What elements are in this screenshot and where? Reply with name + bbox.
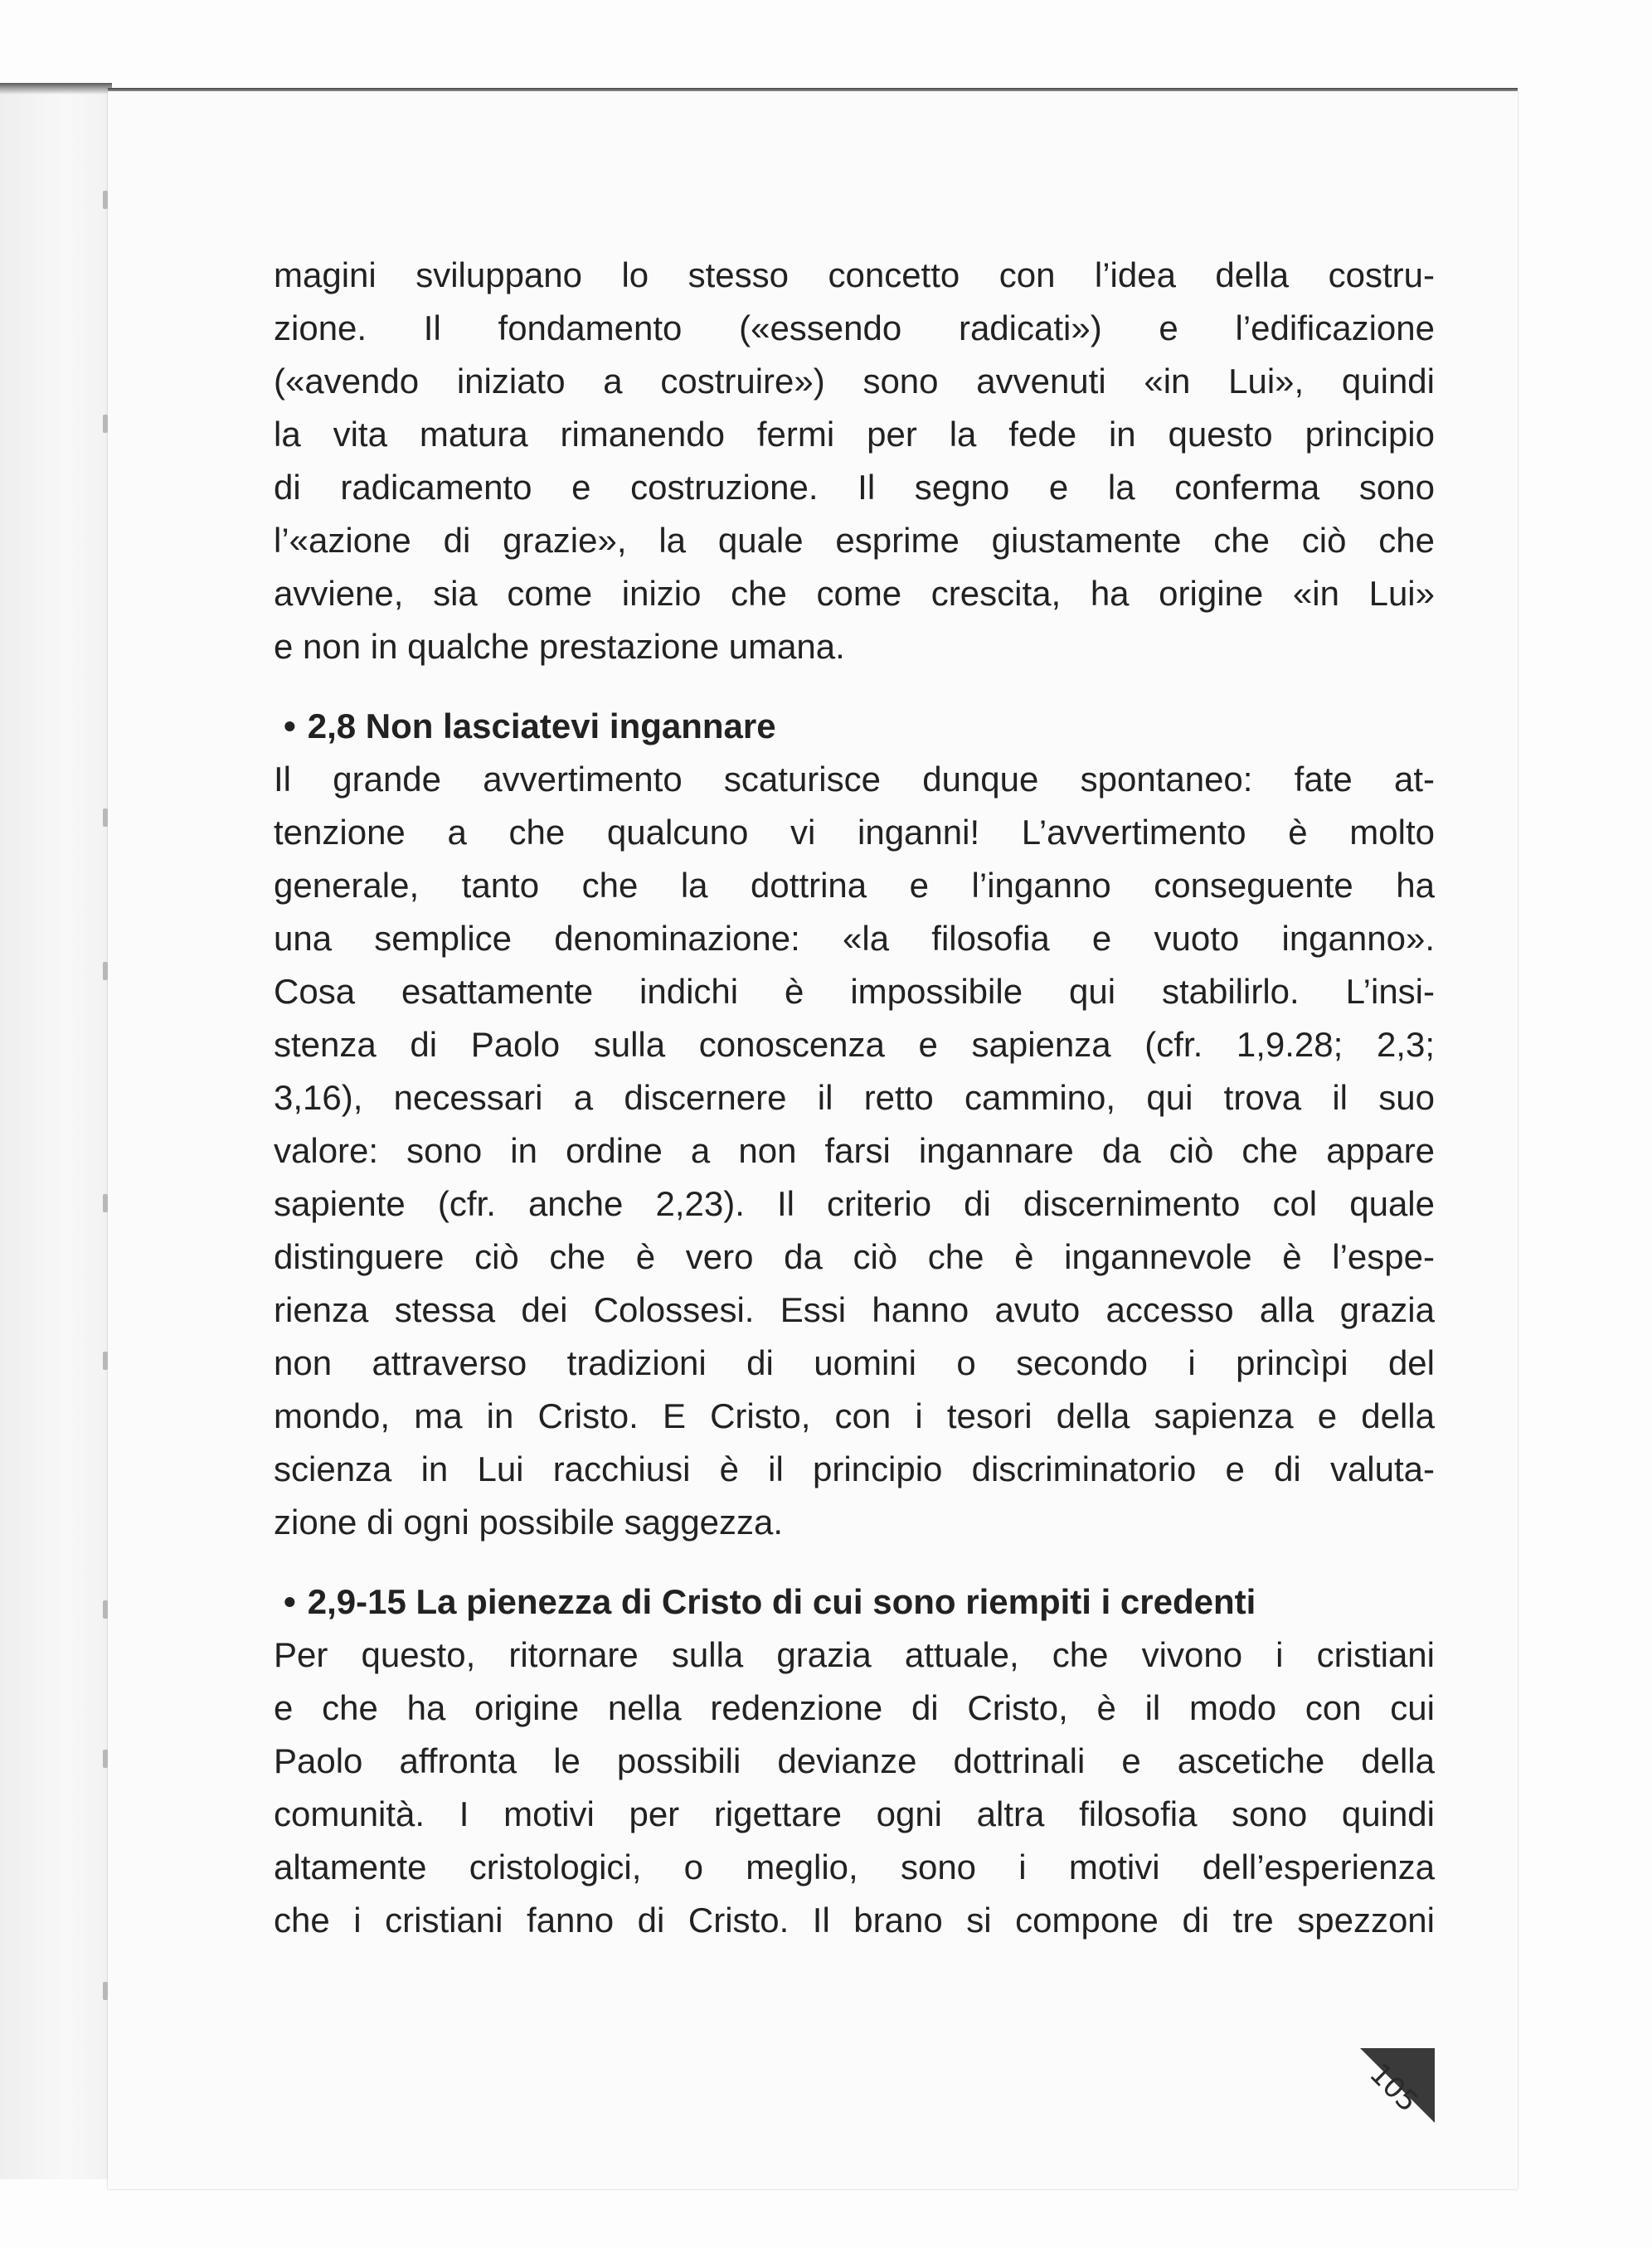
text-line: e che ha origine nella redenzione di Cristo, è il modo con cui — [274, 1688, 1435, 1727]
text-line: zione di ogni possibile saggezza. — [274, 1503, 784, 1542]
text-line: Per questo, ritornare sulla grazia attuale, che vivono i cristiani — [274, 1635, 1435, 1674]
text-line: mondo, ma in Cristo. E Cristo, con i tesori della sapienza e della — [274, 1396, 1435, 1435]
text-line: distinguere ciò che è vero da ciò che è ingannevole è l’espe- — [274, 1237, 1435, 1276]
text-line: l’«azione di grazie», la quale esprime giustamente che ciò che — [274, 521, 1435, 560]
page-number: 105 — [1363, 2056, 1425, 2119]
text-line: altamente cristologici, o meglio, sono i motivi dell’esperienza — [274, 1847, 1435, 1886]
text-line: una semplice denominazione: «la filosofia e vuoto inganno». — [274, 919, 1435, 958]
body-text — [274, 249, 1435, 1947]
text-line: e non in qualche prestazione umana. — [274, 627, 845, 666]
binding-stitch — [103, 1750, 108, 1768]
text-line: Cosa esattamente indichi è impossibile qui stabilirlo. L’insi- — [274, 972, 1435, 1011]
page-number-marker — [1360, 2048, 1435, 2123]
text-line: tenzione a che qualcuno vi inganni! L’avvertimento è molto — [274, 813, 1435, 852]
text-line: Paolo affronta le possibili devianze dottrinali e ascetiche della — [274, 1741, 1435, 1780]
left-page-edge — [0, 90, 109, 2179]
binding-stitch — [103, 1982, 108, 2000]
section-heading-text: 2,9-15 La pienezza di Cristo di cui sono riempiti i credenti — [307, 1582, 1256, 1621]
text-line: 3,16), necessari a discernere il retto cammino, qui trova il suo — [274, 1078, 1435, 1117]
binding-stitch — [103, 1194, 108, 1212]
binding-stitch — [103, 808, 108, 827]
binding-stitch — [103, 191, 108, 209]
left-page-shadow — [0, 83, 112, 95]
section-heading-text: 2,8 Non lasciatevi ingannare — [307, 706, 776, 745]
text-line: magini sviluppano lo stesso concetto con l’idea della costru- — [274, 255, 1435, 294]
binding-stitch — [103, 1352, 108, 1370]
section-heading — [274, 1576, 1435, 1629]
text-line: valore: sono in ordine a non farsi ingannare da ciò che appare — [274, 1131, 1435, 1170]
text-line: sapiente (cfr. anche 2,23). Il criterio di discernimento col quale — [274, 1184, 1435, 1223]
text-line: stenza di Paolo sulla conoscenza e sapienza (cfr. 1,9.28; 2,3; — [274, 1025, 1435, 1064]
binding-stitch — [103, 962, 108, 980]
text-line: scienza in Lui racchiusi è il principio discriminatorio e di valuta- — [274, 1449, 1435, 1488]
text-line: non attraverso tradizioni di uomini o secondo i princìpi del — [274, 1343, 1435, 1382]
binding-stitch — [103, 415, 108, 433]
section-2-9-15 — [274, 1576, 1435, 1947]
text-line: comunità. I motivi per rigettare ogni altra filosofia sono quindi — [274, 1794, 1435, 1833]
text-line: generale, tanto che la dottrina e l’inganno conseguente ha — [274, 866, 1435, 905]
text-line: di radicamento e costruzione. Il segno e la conferma sono — [274, 468, 1435, 507]
text-line: la vita matura rimanendo fermi per la fede in questo principio — [274, 415, 1435, 454]
paragraph-intro — [274, 249, 1435, 673]
text-line: zione. Il fondamento («essendo radicati») e l’edificazione — [274, 308, 1435, 347]
text-line: che i cristiani fanno di Cristo. Il brano si compone di tre spezzoni — [274, 1901, 1435, 1940]
text-line: avviene, sia come inizio che come crescita, ha origine «in Lui» — [274, 574, 1435, 613]
section-2-8 — [274, 700, 1435, 1549]
bullet-icon: • — [284, 1582, 296, 1621]
binding-stitch — [103, 1600, 108, 1619]
text-line: («avendo iniziato a costruire») sono avvenuti «in Lui», quindi — [274, 362, 1435, 401]
text-line: Il grande avvertimento scaturisce dunque spontaneo: fate at- — [274, 760, 1435, 799]
section-heading — [274, 700, 1435, 753]
text-line: rienza stessa dei Colossesi. Essi hanno avuto accesso alla grazia — [274, 1290, 1435, 1329]
bullet-icon: • — [284, 706, 296, 745]
